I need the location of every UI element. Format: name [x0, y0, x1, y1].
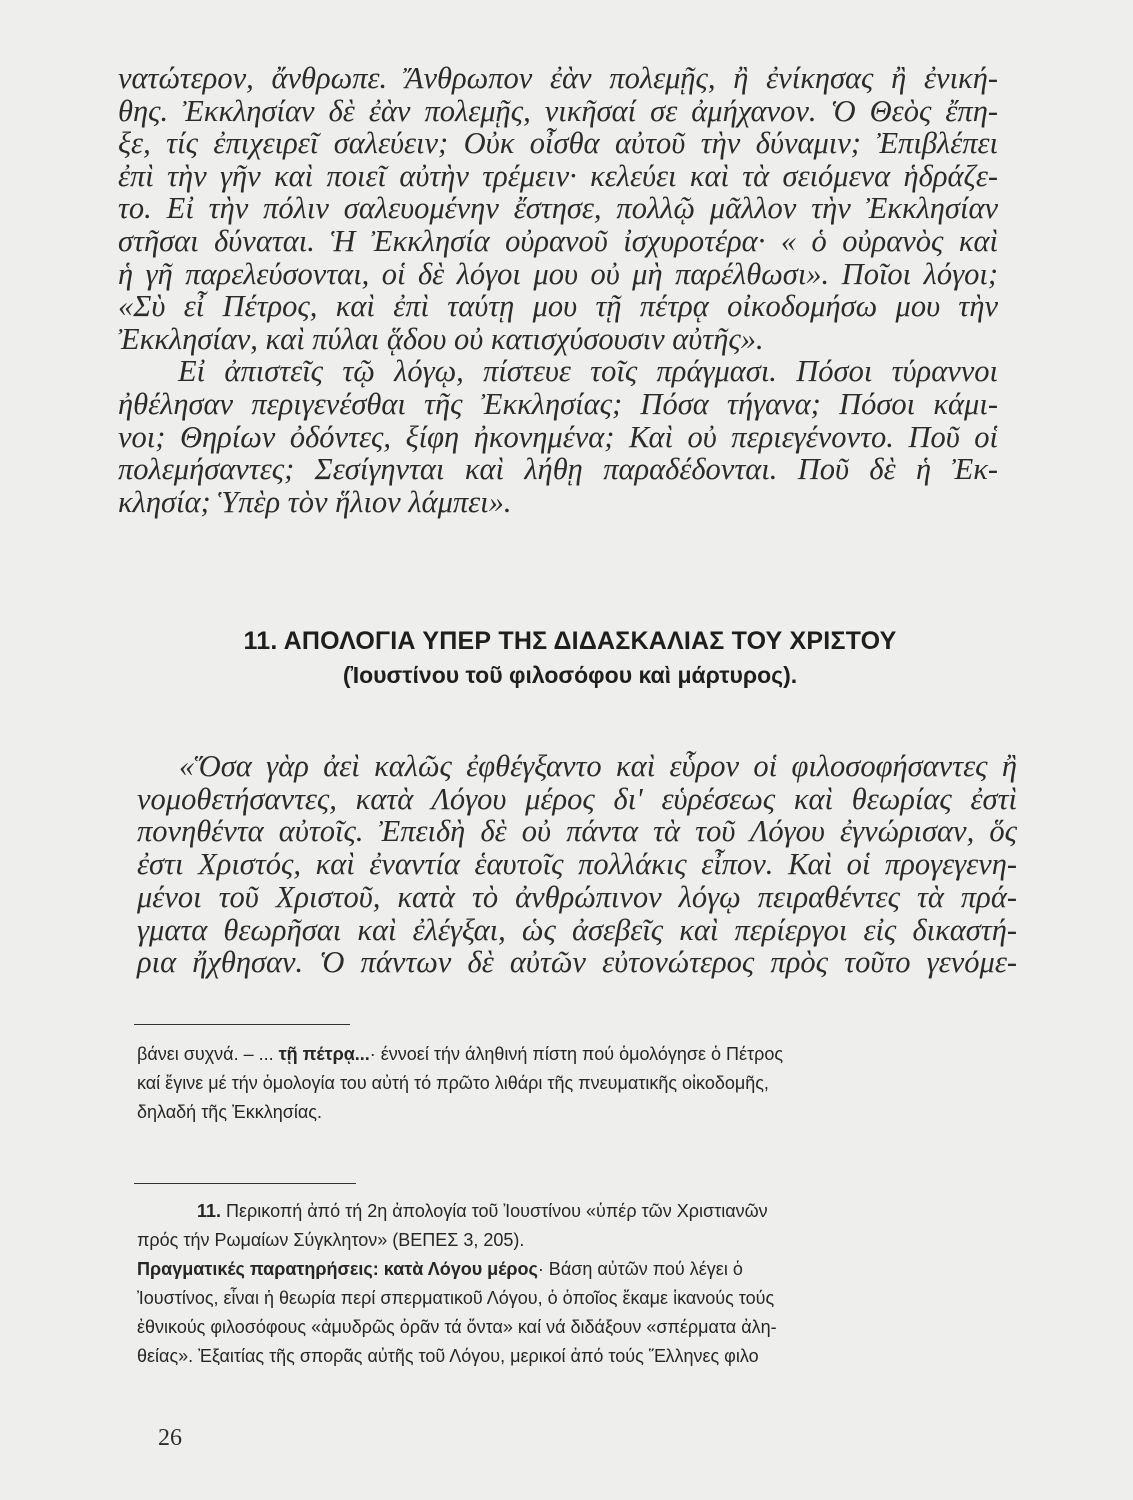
footnote-text: Περικοπή ἀπό τή 2η ἀπολογία τοῦ Ἰουστίνου «ὑπέρ τῶν Χριστιανῶν: [221, 1201, 768, 1221]
text-line: κλησία; Ὑπὲρ τὸν ἥλιον λάμπει».: [118, 484, 512, 519]
section-heading: [200, 624, 940, 692]
text-line: νοι; Θηρίων ὀδόντες, ξίφη ἠκονημένα; Καὶ οὐ περιεγένοντο. Ποῦ οἱ: [118, 419, 998, 454]
footnote-section-11: [137, 1197, 1017, 1371]
footnote-text: · Βάση αὐτῶν πού λέγει ὁ: [537, 1259, 743, 1279]
quote-line: πονηθέντα αὐτοῖς. Ἐπειδὴ δὲ οὐ πάντα τὰ τοῦ Λόγου ἐγνώρισαν, ὅς: [137, 814, 1017, 849]
footnote-text: · έννοεί τήν άληθινή πίστη πού ὁμολόγησε ὁ Πέτρος: [369, 1044, 784, 1064]
quote-line: γματα θεωρῆσαι καὶ ἐλέγξαι, ὡς ἀσεβεῖς καὶ περίεργοι εἰς δικαστή-: [137, 912, 1017, 947]
text-line: ἠθέλησαν περιγενέσθαι τῆς Ἐκκλησίας; Πόσα τήγανα; Πόσοι κάμι-: [118, 386, 998, 421]
text-line: νατώτερον, ἄνθρωπε. Ἄνθρωπον ἐὰν πολεμῇς, ἢ ἐνίκησας ἢ ἐνική-: [118, 61, 998, 95]
footnote-number: 11.: [197, 1201, 222, 1221]
text-line: θης. Ἐκκλησίαν δὲ ἐὰν πολεμῇς, νικῆσαί σε ἀμήχανον. Ὁ Θεὸς ἔπη-: [118, 93, 998, 128]
footnote-term: τῇ πέτρᾳ...: [278, 1044, 370, 1064]
text-line: «Σὺ εἶ Πέτρος, καὶ ἐπὶ ταύτῃ μου τῇ πέτρᾳ οἰκοδομήσω μου τὴν: [118, 289, 998, 324]
footnote-previous: [137, 1040, 1017, 1127]
footnote-line: ἐθνικούς φιλοσόφους «ἀμυδρῶς ὁρᾶν τά ὄντα» καί νά διδάξουν «σπέρματα ἀλη-: [137, 1317, 777, 1337]
text-line: πολεμήσαντες; Σεσίγηνται καὶ λήθῃ παραδέδονται. Ποῦ δὲ ἡ Ἐκ-: [118, 452, 998, 487]
section-title: 11. ΑΠΟΛΟΓΙΑ ΥΠΕΡ ΤΗΣ ΔΙΔΑΣΚΑΛΙΑΣ ΤΟΥ ΧΡΙΣΤΟΥ: [243, 627, 897, 655]
quote-text-block: [137, 750, 1017, 979]
footnote-divider: [134, 1183, 356, 1184]
footnote-line: [137, 1197, 1017, 1226]
text-line: Εἰ ἀπιστεῖς τῷ λόγῳ, πίστευε τοῖς πράγμασι. Πόσοι τύραννοι: [178, 354, 998, 389]
text-line: στῆσαι δύναται. Ἡ Ἐκκλησία οὐρανοῦ ἰσχυροτέρα· « ὁ οὐρανὸς καὶ: [118, 223, 998, 258]
text-line: Ἐκκλησίαν, καὶ πύλαι ᾅδου οὐ κατισχύσουσιν αὐτῆς».: [118, 321, 764, 356]
footnote-line: [137, 1040, 1017, 1069]
footnote-line: [137, 1255, 1017, 1284]
text-line: ἐπὶ τὴν γῆν καὶ ποιεῖ αὐτὴν τρέμειν· κελεύει καὶ τὰ σειόμενα ἡδράζε-: [118, 158, 998, 193]
footnote-line: Ἰουστίνος, εἶναι ἡ θεωρία περί σπερματικοῦ Λόγου, ὁ ὁποῖος ἔκαμε ἱκανούς τούς: [137, 1288, 775, 1308]
footnote-line: πρός τήν Ρωμαίων Σύγκλητον» (ΒΕΠΕΣ 3, 205).: [137, 1230, 525, 1250]
footnote-divider: [134, 1024, 350, 1025]
text-line: ξε, τίς ἐπιχειρεῖ σαλεύειν; Οὐκ οἶσθα αὐτοῦ τὴν δύναμιν; Ἐπιβλέπει: [118, 126, 998, 161]
text-line: ἡ γῆ παρελεύσονται, οἱ δὲ λόγοι μου οὐ μὴ παρέλθωσι». Ποῖοι λόγοι;: [118, 256, 998, 291]
quote-line: ρια ἤχθησαν. Ὁ πάντων δὲ αὐτῶν εὐτονώτερος πρὸς τοῦτο γενόμε-: [137, 945, 1017, 980]
footnote-text: βάνει συχνά. – ...: [137, 1044, 279, 1064]
footnote-line: δηλαδή τῆς Ἐκκλησίας.: [137, 1102, 322, 1122]
section-subtitle: (Ἰουστίνου τοῦ φιλοσόφου καὶ μάρτυρος).: [342, 662, 798, 688]
quote-line: νομοθετήσαντες, κατὰ Λόγου μέρος δι' εὑρέσεως καὶ θεωρίας ἐστὶ: [137, 781, 1017, 816]
footnote-line: καί ἔγινε μέ τήν ὁμολογία του αὐτή τό πρῶτο λιθάρι τῆς πνευματικῆς οἰκοδομῆς,: [137, 1073, 769, 1093]
quote-line: ἐστι Χριστός, καὶ ἐναντία ἑαυτοῖς πολλάκις εἶπον. Καὶ οἱ προγεγενη-: [137, 847, 1017, 882]
text-line: το. Εἰ τὴν πόλιν σαλευομένην ἔστησε, πολλῷ μᾶλλον τὴν Ἐκκλησίαν: [118, 191, 998, 226]
footnote-term: Πραγματικές παρατηρήσεις: κατὰ Λόγου μέρος: [137, 1259, 538, 1279]
page-number: 26: [158, 1425, 182, 1451]
quote-line: μένοι τοῦ Χριστοῦ, κατὰ τὸ ἀνθρώπινον λόγῳ πειραθέντες τὰ πρά-: [137, 879, 1017, 914]
quote-line: «Ὅσα γὰρ ἀεὶ καλῶς ἐφθέγξαντο καὶ εὗρον οἱ φιλοσοφήσαντες ἢ: [179, 749, 1017, 783]
main-text-block: [118, 62, 998, 518]
footnote-line: θείας». Ἐξαιτίας τῆς σπορᾶς αὐτῆς τοῦ Λόγου, μερικοί ἀπό τούς Ἕλληνες φιλο: [137, 1346, 759, 1366]
